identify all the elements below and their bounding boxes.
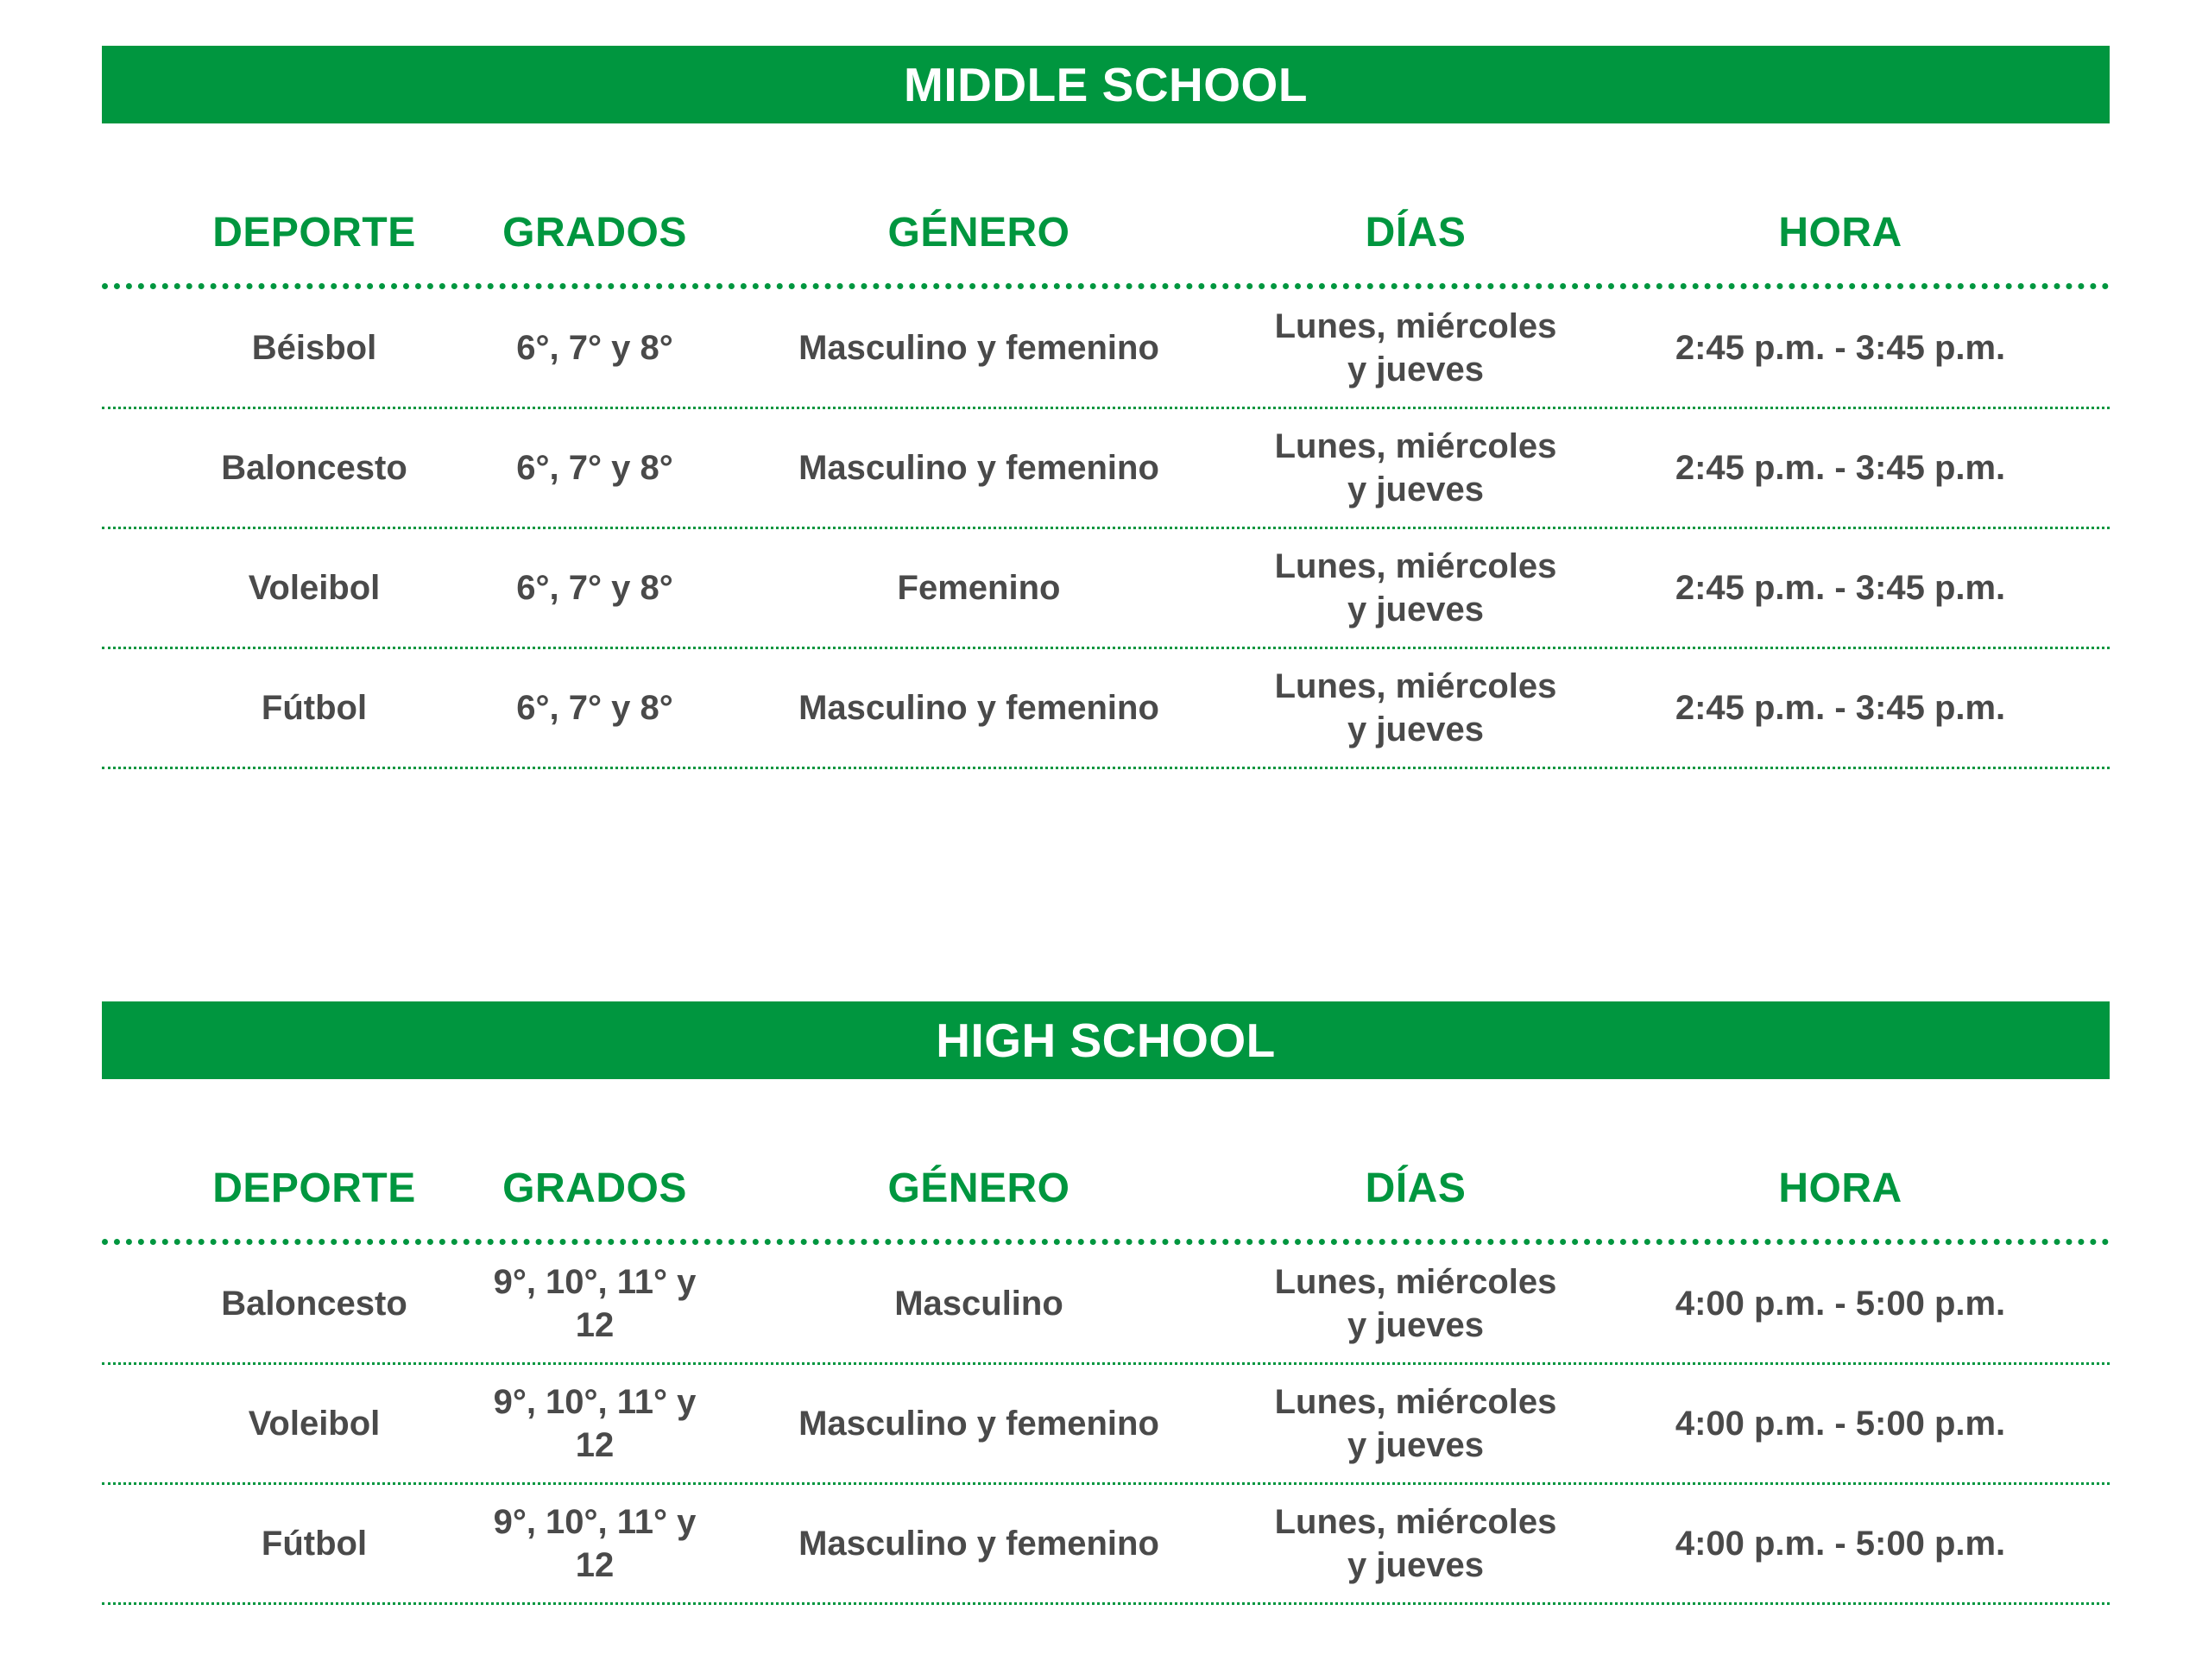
cell-deporte: Fútbol xyxy=(261,1525,368,1563)
cell-hora: 2:45 p.m. - 3:45 p.m. xyxy=(1675,329,2006,367)
cell-hora: 4:00 p.m. - 5:00 p.m. xyxy=(1675,1525,2006,1563)
cell-genero: Masculino xyxy=(894,1285,1063,1323)
cell-deporte: Fútbol xyxy=(261,689,368,727)
cell-dias-line-2: y jueves xyxy=(1347,1426,1484,1464)
cell-grados: 9°, 10°, 11° y 12 xyxy=(493,1503,697,1584)
middle-school-section xyxy=(102,46,2110,769)
section-title-banner xyxy=(102,1001,2110,1079)
header-hora: HORA xyxy=(1778,209,1902,256)
table-row xyxy=(102,1245,2110,1365)
header-grados: GRADOS xyxy=(502,209,687,256)
cell-dias-line-1: Lunes, miércoles xyxy=(1274,1383,1557,1421)
header-deporte: DEPORTE xyxy=(212,1165,416,1211)
cell-dias-line-1: Lunes, miércoles xyxy=(1274,1503,1557,1541)
cell-grados: 6°, 7° y 8° xyxy=(516,689,673,727)
table-header-row xyxy=(102,181,2110,289)
cell-dias-line-1: Lunes, miércoles xyxy=(1274,547,1557,585)
cell-dias xyxy=(1260,665,1571,751)
cell-grados: 6°, 7° y 8° xyxy=(516,449,673,487)
cell-dias-line-1: Lunes, miércoles xyxy=(1274,667,1557,705)
cell-dias xyxy=(1260,545,1571,631)
cell-genero: Masculino y femenino xyxy=(798,1405,1159,1443)
cell-hora: 2:45 p.m. - 3:45 p.m. xyxy=(1675,569,2006,607)
section-title-banner xyxy=(102,46,2110,123)
cell-deporte: Béisbol xyxy=(251,329,377,367)
cell-deporte: Baloncesto xyxy=(221,1285,407,1323)
cell-genero: Masculino y femenino xyxy=(798,1525,1159,1563)
cell-hora: 4:00 p.m. - 5:00 p.m. xyxy=(1675,1405,2006,1443)
cell-grados: 9°, 10°, 11° y 12 xyxy=(493,1263,697,1344)
cell-grados: 6°, 7° y 8° xyxy=(516,569,673,607)
cell-dias-line-2: y jueves xyxy=(1347,1306,1484,1344)
header-genero: GÉNERO xyxy=(887,1165,1070,1211)
cell-hora: 2:45 p.m. - 3:45 p.m. xyxy=(1675,449,2006,487)
cell-dias-line-2: y jueves xyxy=(1347,471,1484,508)
cell-dias xyxy=(1260,425,1571,511)
table-row xyxy=(102,1365,2110,1485)
table-header-row xyxy=(102,1137,2110,1245)
cell-dias-line-1: Lunes, miércoles xyxy=(1274,1263,1557,1301)
cell-dias xyxy=(1260,1380,1571,1467)
cell-dias-line-1: Lunes, miércoles xyxy=(1274,427,1557,465)
cell-dias xyxy=(1260,1260,1571,1347)
table-row xyxy=(102,529,2110,649)
cell-hora: 4:00 p.m. - 5:00 p.m. xyxy=(1675,1285,2006,1323)
cell-deporte: Voleibol xyxy=(248,569,381,607)
table-row xyxy=(102,1485,2110,1605)
header-hora: HORA xyxy=(1778,1165,1902,1211)
cell-dias xyxy=(1260,1500,1571,1587)
cell-dias-line-2: y jueves xyxy=(1347,711,1484,748)
cell-deporte: Baloncesto xyxy=(221,449,407,487)
header-genero: GÉNERO xyxy=(887,209,1070,256)
cell-dias-line-2: y jueves xyxy=(1347,591,1484,628)
cell-hora: 2:45 p.m. - 3:45 p.m. xyxy=(1675,689,2006,727)
table-row xyxy=(102,649,2110,769)
cell-dias-line-2: y jueves xyxy=(1347,351,1484,388)
cell-grados: 6°, 7° y 8° xyxy=(516,329,673,367)
header-dias: DÍAS xyxy=(1365,209,1467,256)
cell-dias-line-2: y jueves xyxy=(1347,1546,1484,1584)
header-dias: DÍAS xyxy=(1365,1165,1467,1211)
table-row xyxy=(102,409,2110,529)
cell-genero: Masculino y femenino xyxy=(798,449,1159,487)
cell-grados: 9°, 10°, 11° y 12 xyxy=(493,1383,697,1464)
cell-dias xyxy=(1260,305,1571,391)
high-school-section xyxy=(102,1001,2110,1605)
cell-genero: Femenino xyxy=(897,569,1061,607)
cell-dias-line-1: Lunes, miércoles xyxy=(1274,307,1557,345)
section-title: HIGH SCHOOL xyxy=(936,1014,1276,1067)
cell-genero: Masculino y femenino xyxy=(798,689,1159,727)
cell-genero: Masculino y femenino xyxy=(798,329,1159,367)
section-title: MIDDLE SCHOOL xyxy=(904,58,1308,111)
table-row xyxy=(102,289,2110,409)
header-grados: GRADOS xyxy=(502,1165,687,1211)
header-deporte: DEPORTE xyxy=(212,209,416,256)
cell-deporte: Voleibol xyxy=(248,1405,381,1443)
